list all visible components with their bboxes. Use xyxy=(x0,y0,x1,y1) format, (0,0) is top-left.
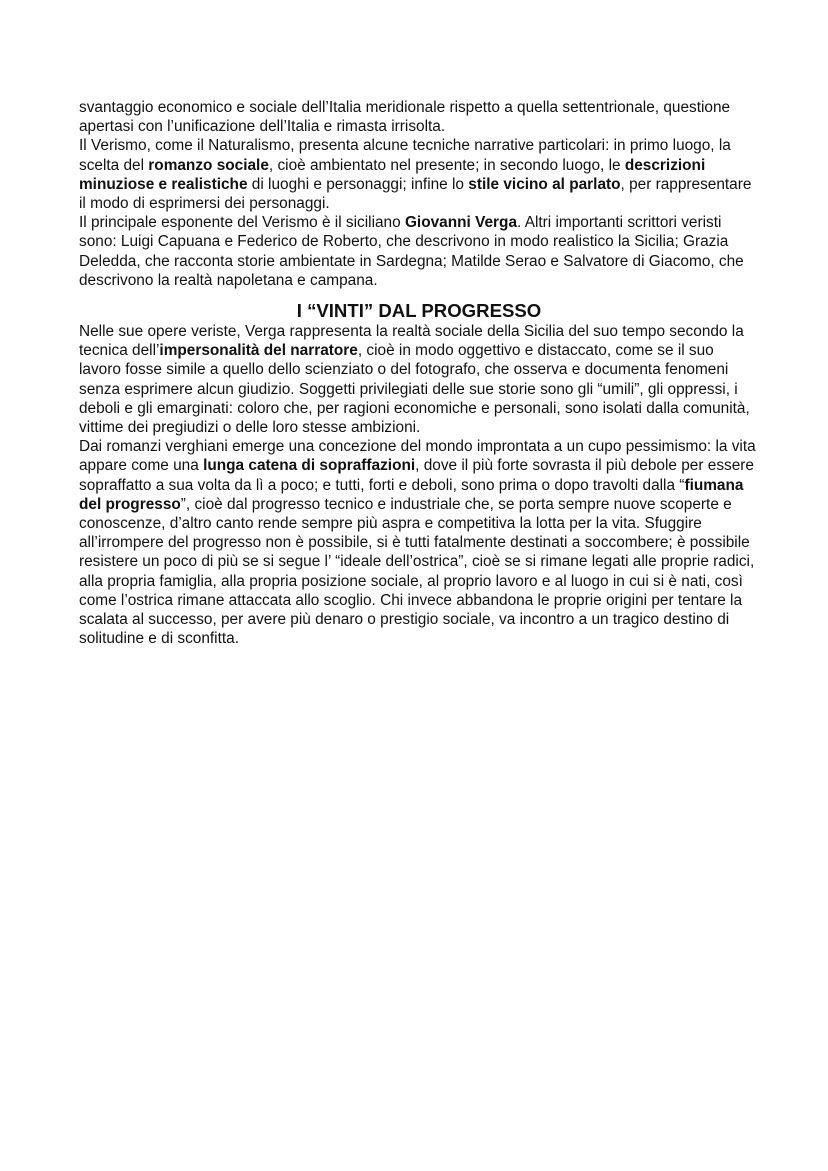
bold-term: lunga catena di sopraffazioni xyxy=(203,457,416,475)
text-run: , cioè ambientato nel presente; in secondo luogo, le xyxy=(268,156,625,174)
text-run: Nelle sue opere veriste, Verga rappresenta la realtà sociale della Sicilia del suo tempo secondo la tecnica dell’ xyxy=(79,323,744,360)
text-run: Dai romanzi verghiani emerge una concezione del mondo improntata a un cupo pessimismo: la vita appare come una xyxy=(79,438,756,475)
document-page xyxy=(79,98,759,648)
bold-term: descrizioni minuziose e realistiche xyxy=(79,156,706,193)
section-heading: I “VINTI” DAL PROGRESSO xyxy=(296,300,542,322)
paragraphs-bottom xyxy=(79,322,759,648)
text-run: , cioè in modo oggettivo e distaccato, come se il suo lavoro fosse simile a quello dello scienziato o del fotografo, che osserva e documenta fenomeni senza esprimere alcun giudizio. Soggetti privilegiati delle sue storie sono gli “umili”, gli oppressi, i deboli e gli emarginati: coloro che, per ragioni economiche e personali, sono isolati dalla comunità, vittime dei pregiudizi o delle loro stesse ambizioni. xyxy=(79,342,750,437)
bold-term: romanzo sociale xyxy=(148,156,269,174)
bold-term: fiumana del progresso xyxy=(79,476,744,513)
paragraph-impersonalita xyxy=(79,322,759,437)
paragraph-questione-meridionale xyxy=(79,98,759,136)
text-run: . Altri importanti scrittori veristi sono: Luigi Capuana e Federico de Roberto, che descrivono in modo realistico la Sicilia; Grazia Deledda, che racconta storie ambientate in Sardegna; Matilde Serao e Salvatore di Giacomo, che descrivono la realtà napoletana e campana. xyxy=(79,214,744,289)
text-run: , per rappresentare il modo di esprimersi dei personaggi. xyxy=(79,175,752,213)
text-run: Il principale esponente del Verismo è il siciliano xyxy=(79,214,405,232)
text-run: svantaggio economico e sociale dell’Italia meridionale rispetto a quella settentrionale, questione apertasi con l’unificazione dell’Italia e rimasta irrisolta. xyxy=(79,99,731,136)
text-run: di luoghi e personaggi; infine lo xyxy=(247,175,469,193)
bold-term: stile vicino al parlato xyxy=(468,175,621,193)
bold-term: Giovanni Verga xyxy=(404,214,518,232)
text-run: , dove il più forte sovrasta il più debole per essere sopraffatto a sua volta da lì a poco; e tutti, forti e deboli, sono prima o dopo travolti dalla “ xyxy=(79,457,754,494)
paragraph-tecniche-narrative xyxy=(79,136,759,213)
paragraph-esponenti-verismo xyxy=(79,213,759,290)
paragraph-pessimismo xyxy=(79,437,759,648)
bold-term: impersonalità del narratore xyxy=(159,342,358,360)
text-run: Il Verismo, come il Naturalismo, presenta alcune tecniche narrative particolari: in primo luogo, la scelta del xyxy=(79,137,731,174)
paragraphs-top xyxy=(79,98,759,290)
text-run: ”, cioè dal progresso tecnico e industriale che, se porta sempre nuove scoperte e conoscenze, d’altro canto rende sempre più aspra e competitiva la lotta per la vita. Sfuggire all’irrompere del progresso non è possibile, si è tutti fatalmente destinati a soccombere; è possibile resistere un poco di più se si segue l’ “ideale dell’ostrica”, cioè se si rimane legati alle proprie radici, alla propria famiglia, alla propria posizione sociale, al proprio lavoro e al luogo in cui si è nati, così come l’ostrica rimane attaccata allo scoglio. Chi invece abbandona le proprie origini per tentare la scalata al successo, per avere più denaro o prestigio sociale, va incontro a un tragico destino di solitudine e di sconfitta. xyxy=(79,495,755,648)
